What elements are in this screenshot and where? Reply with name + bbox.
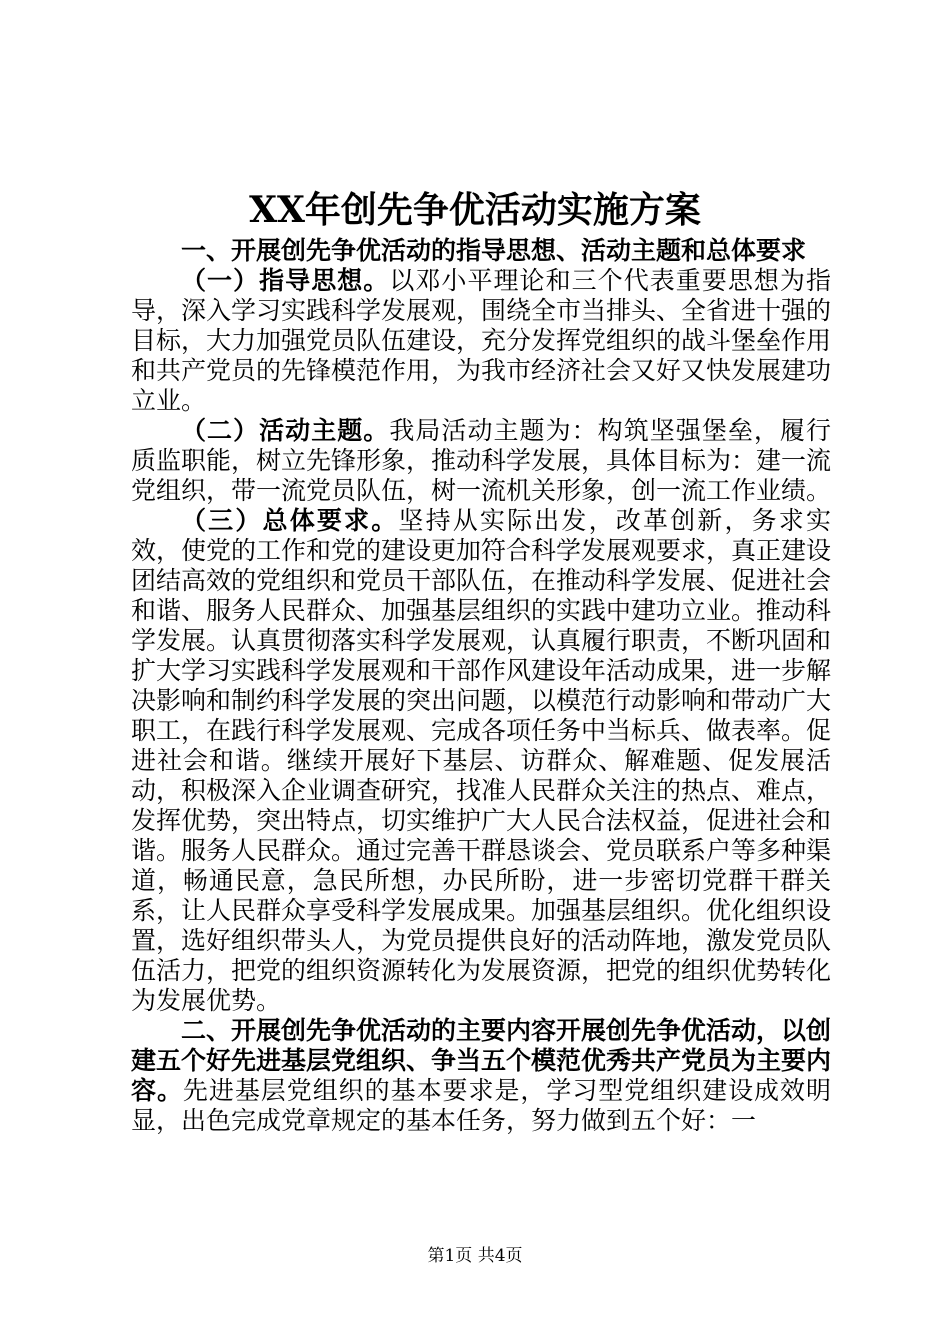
paragraph-activity-theme [131,416,831,506]
paragraph-general-requirements [131,506,831,1016]
paragraph-lead: （二）活动主题。 [181,416,390,445]
paragraph-lead: 二、开展创先争优活动的主要内容开展创先争优活动，以创建五个好先进基层党组织、争当五个模范优秀共产党员为主要内容。 [131,1016,832,1105]
paragraph-text: 先进基层党组织的基本要求是，学习型党组织建设成效明显，出色完成党章规定的基本任务，努力做到五个好：一 [131,1076,831,1135]
document-body [131,236,831,1136]
paragraph-main-content [131,1016,831,1136]
page-number-footer: 第1页 共4页 [427,1246,523,1266]
document-title: XX年创先争优活动实施方案 [249,189,701,231]
paragraph-text: 我局活动主题为：构筑坚强堡垒，履行质监职能，树立先锋形象，推动科学发展，具体目标为：建一流党组织，带一流党员队伍，树一流机关形象，创一流工作业绩。 [131,416,832,505]
paragraph-text: 以邓小平理论和三个代表重要思想为指导，深入学习实践科学发展观，围绕全市当排头、全省进十强的目标，大力加强党员队伍建设，充分发挥党组织的战斗堡垒作用和共产党员的先锋模范作用，为我市经济社会又好又快发展建功立业。 [131,266,832,415]
paragraph-lead: （三）总体要求。 [181,506,399,535]
section-heading-1: 一、开展创先争优活动的指导思想、活动主题和总体要求 [181,236,807,265]
paragraph-lead: （一）指导思想。 [181,266,390,295]
paragraph-guiding-ideology [131,266,831,416]
paragraph-text: 坚持从实际出发，改革创新，务求实效，使党的工作和党的建设更加符合科学发展观要求，真正建设团结高效的党组织和党员干部队伍，在推动科学发展、促进社会和谐、服务人民群众、加强基层组织的实践中建功立业。推动科学发展。认真贯彻落实科学发展观，认真履行职责，不断巩固和扩大学习实践科学发展观和干部作风建设年活动成果，进一步解决影响和制约科学发展的突出问题，以模范行动影响和带动广大职工，在践行科学发展观、完成各项任务中当标兵、做表率。促进社会和谐。继续开展好下基层、访群众、解难题、促发展活动，积极深入企业调查研究，找准人民群众关注的热点、难点，发挥优势，突出特点，切实维护广大人民合法权益，促进社会和谐。服务人民群众。通过完善干群恳谈会、党员联系户等多种渠道，畅通民意，急民所想，办民所盼，进一步密切党群干群关系，让人民群众享受科学发展成果。加强基层组织。优化组织设置，选好组织带头人，为党员提供良好的活动阵地，激发党员队伍活力，把党的组织资源转化为发展资源，把党的组织优势转化为发展优势。 [131,506,832,1015]
